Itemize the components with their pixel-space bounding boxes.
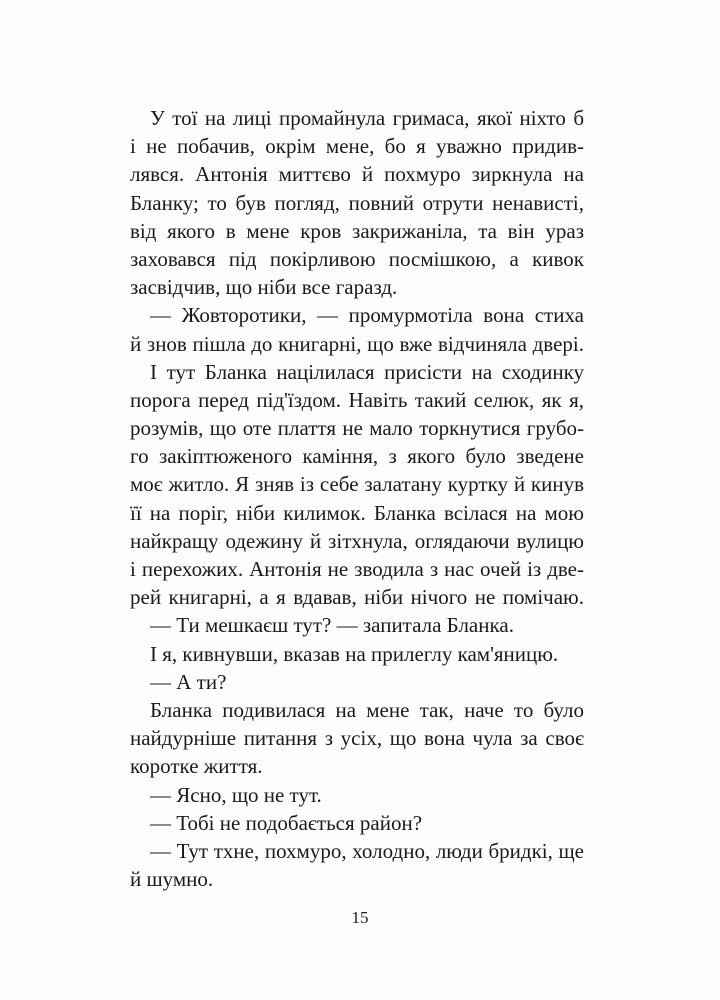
text-line: — Ясно, що не тут.	[150, 782, 322, 807]
text-line: і перехожих. Антонія не зводила з нас очей із две-	[130, 557, 584, 581]
text-line: її на поріг, ніби килимок. Бланка всілася на мою	[130, 500, 584, 525]
text-line: Бланка подивилася на мене так, наче то було	[150, 697, 584, 722]
text-line: моє житло. Я зняв із себе залатану куртку й кинув	[130, 472, 584, 497]
text-line: рей книгарні, а я вдавав, ніби нічого не помічаю.	[130, 585, 584, 610]
text-line: засвідчив, що ніби все гаразд.	[130, 275, 398, 300]
text-line: — Ти мешкаєш тут? — запитала Бланка.	[150, 613, 514, 638]
text-line: Бланку; то був погляд, повний отрути ненависті,	[130, 190, 584, 215]
text-line: У тої на лиці промайнула гримаса, якої ніхто б	[150, 106, 584, 130]
text-line: І я, кивнувши, вказав на прилеглу кам'яницю.	[150, 641, 559, 666]
text-line: порога перед під'їздом. Навіть такий селюк, як я,	[130, 387, 584, 412]
text-line: і не побачив, окрім мене, бо я уважно придив-	[130, 134, 584, 159]
text-line: коротке життя.	[130, 754, 263, 779]
text-line: й знов пішла до книгарні, що вже відчиняла двері.	[130, 331, 584, 356]
text-line: — Жовторотики, — промурмотіла вона стиха	[150, 303, 584, 328]
text-line: — Тут тхне, похмуро, холодно, люди бридкі, ще	[150, 838, 584, 863]
text-line: — А ти?	[150, 669, 227, 694]
text-line: заховався під покірливою посмішкою, а кивок	[130, 246, 584, 271]
text-line: го закіптюженого каміння, з якого було зведене	[130, 444, 584, 469]
page-number: 15	[351, 908, 369, 927]
text-line: й шумно.	[130, 867, 214, 892]
text-line: — Тобі не подобається район?	[150, 810, 423, 835]
text-line: найкращу одежину й зітхнула, оглядаючи вулицю	[130, 528, 584, 553]
body-text	[130, 104, 584, 893]
text-line: розумів, що оте плаття не мало торкнутися грубо-	[130, 416, 584, 441]
text-line: лявся. Антонія миттєво й похмуро зиркнула на	[130, 162, 584, 187]
text-line: найдурніше питання з усіх, що вона чула за своє	[130, 726, 584, 751]
text-line: від якого в мене кров закрижаніла, та він ураз	[130, 218, 584, 243]
text-line: І тут Бланка націлилася присісти на сходинку	[150, 359, 584, 384]
